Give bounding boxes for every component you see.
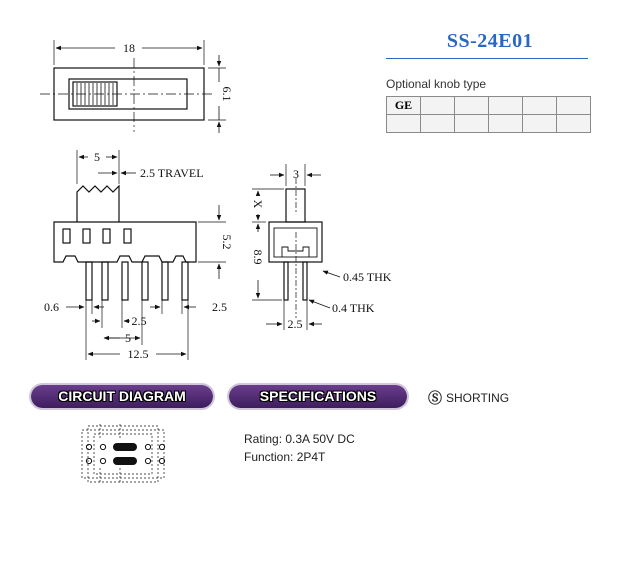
shorting-icon: Ⓢ: [428, 390, 442, 406]
knob-row: [387, 115, 591, 133]
dim-pin-width: 0.6: [44, 300, 59, 314]
dim-front-pitch: 5: [94, 150, 100, 164]
knob-type-table: [386, 96, 591, 133]
title-rule: [386, 58, 588, 59]
circuit-diagram-heading: CIRCUIT DIAGRAM: [58, 388, 186, 404]
knob-cell: [523, 115, 557, 133]
dim-pin-pitch-right: 2.5: [212, 300, 227, 314]
dim-overall-pins: 12.5: [127, 347, 149, 361]
front-body: [54, 222, 196, 262]
knob-cell: [455, 115, 489, 133]
knob-cell: [489, 97, 523, 115]
spec-function: Function: 2P4T: [244, 450, 326, 464]
knob-cell: [421, 115, 455, 133]
front-window: [83, 229, 90, 243]
knob-cell: GE: [387, 97, 421, 115]
front-window: [103, 229, 110, 243]
front-pin: [142, 262, 148, 300]
dim-row-span: 5: [125, 331, 131, 345]
side-pin: [303, 262, 307, 300]
circuit-diagram-banner: [31, 385, 213, 408]
side-view: [252, 164, 340, 330]
front-pin: [162, 262, 168, 300]
knob-cell: [523, 97, 557, 115]
knob-row: [387, 97, 591, 115]
knob-cell: [455, 97, 489, 115]
knob-cell: [557, 115, 591, 133]
front-pin: [86, 262, 92, 300]
dim-inner-pitch: 2.5: [131, 314, 147, 328]
front-window: [124, 229, 131, 243]
side-pin: [284, 262, 288, 300]
knob-cell: [421, 97, 455, 115]
shorting-note: [428, 388, 509, 408]
circuit-contact: [113, 457, 137, 465]
specifications-heading: SPECIFICATIONS: [259, 388, 377, 404]
front-actuator: [77, 186, 119, 222]
spec-rating: Rating: 0.3A 50V DC: [244, 432, 355, 446]
knob-cell: [489, 115, 523, 133]
specifications-banner: [229, 385, 407, 408]
dim-side-height: 8.9: [251, 249, 265, 265]
dim-side-x: X: [251, 199, 265, 209]
knob-type-label: Optional knob type: [386, 77, 487, 91]
dim-thk-1: 0.45 THK: [343, 270, 392, 284]
dim-travel: 2.5 TRAVEL: [140, 166, 204, 180]
knob-cell: [557, 97, 591, 115]
side-knob: [286, 189, 305, 222]
front-pin: [122, 262, 128, 300]
shorting-label: SHORTING: [446, 391, 510, 405]
dim-front-height: 5.2: [220, 234, 234, 250]
knob-cell: [387, 115, 421, 133]
part-number-title: SS-24E01: [446, 30, 534, 52]
circuit-diagram: [82, 424, 165, 484]
dim-side-pitch: 2.5: [287, 317, 303, 331]
dim-top-width: 18: [123, 41, 135, 55]
dim-top-height: 6.1: [220, 86, 234, 102]
front-pin: [182, 262, 188, 300]
dim-thk-2: 0.4 THK: [332, 301, 375, 315]
side-body-inner: [274, 228, 317, 257]
front-pin: [102, 262, 108, 300]
front-view: [54, 150, 226, 360]
dim-side-knob: 3: [293, 167, 299, 181]
circuit-contact: [113, 443, 137, 451]
front-window: [63, 229, 70, 243]
